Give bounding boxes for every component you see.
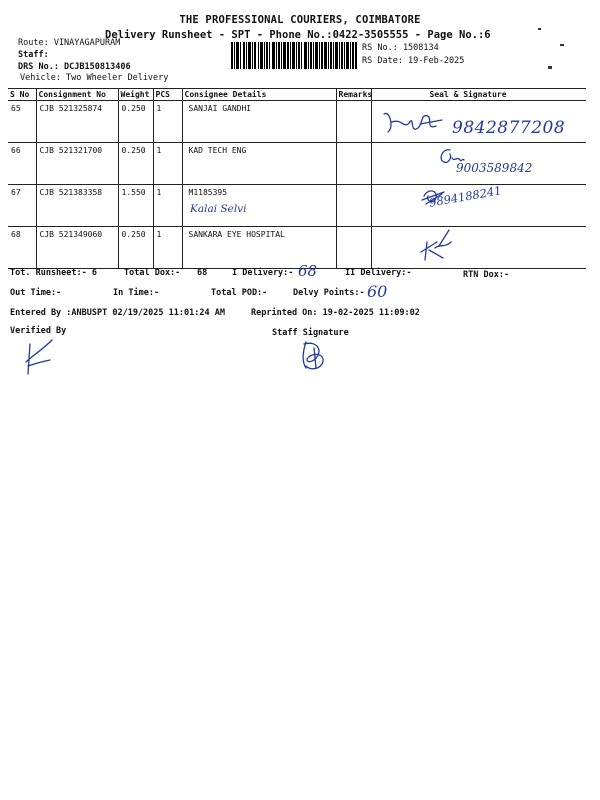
vehicle: Vehicle: Two Wheeler Delivery [20,73,169,83]
cell-sno: 66 [8,143,36,185]
cell-consignee: M1185395 [182,185,336,227]
total-pod: Total POD:- [211,288,268,298]
cell-pcs: 1 [153,101,182,143]
table-row [8,227,586,269]
drs-number: DRS No.: DCJB150813406 [18,62,131,72]
cell-pcs: 1 [153,143,182,185]
company-title: THE PROFESSIONAL COURIERS, COIMBATORE [179,14,421,26]
handwritten-phone-row-67: 9894188241 [428,183,503,210]
total-runsheet: Tot. Runsheet:- 6 [10,268,97,278]
cell-pcs: 1 [153,227,182,269]
cell-remarks [336,143,371,185]
handwritten-phone-row-66: 9003589842 [456,161,533,175]
cell-remarks [336,185,371,227]
cell-consignee: KAD TECH ENG [182,143,336,185]
col-header-consignment: Consignment No [36,89,118,101]
speck [538,28,541,30]
cell-sno: 65 [8,101,36,143]
total-dox-label: Total Dox:- [124,268,181,278]
cell-weight: 0.250 [118,101,153,143]
entered-by: Entered By :ANBUSPT 02/19/2025 11:01:24 AM [10,308,225,318]
delivery-points-label: Delvy Points:- [293,288,365,298]
verified-by-signature [20,336,56,378]
cell-remarks [336,101,371,143]
out-time: Out Time:- [10,288,62,298]
rs-number: RS No.: 1508134 [362,43,439,53]
staff-signature [296,338,330,372]
runsheet-subtitle: Delivery Runsheet - SPT - Phone No.:0422-3505555 - Page No.:6 [105,29,491,41]
cell-weight: 0.250 [118,227,153,269]
cell-remarks [336,227,371,269]
cell-consignment: CJB 521349060 [36,227,118,269]
runsheet-table [8,88,586,269]
handwritten-consignee-row-67: Kalai Selvi [190,203,247,215]
cell-sno: 68 [8,227,36,269]
col-header-seal-signature: Seal & Signature [371,89,586,101]
staff-signature-label: Staff Signature [272,328,349,338]
signature-row-65 [380,108,450,138]
staff-label: Staff: [18,50,49,60]
cell-consignment: CJB 521321700 [36,143,118,185]
col-header-weight: Weight [118,89,153,101]
table-header-row [8,89,586,101]
col-header-sno: S No [8,89,36,101]
speck [560,44,564,46]
cell-consignment: CJB 521383358 [36,185,118,227]
cell-pcs: 1 [153,185,182,227]
ii-delivery: II Delivery:- [345,268,412,278]
i-delivery-label: I Delivery:- [232,268,294,278]
col-header-remarks: Remarks [336,89,371,101]
speck [548,66,552,69]
delivery-points-handwritten: 60 [367,282,388,301]
signature-row-68 [415,228,455,264]
cell-signature [371,227,586,269]
handwritten-phone-row-65: 9842877208 [452,118,566,138]
cell-consignee: SANJAI GANDHI [182,101,336,143]
cell-weight: 1.550 [118,185,153,227]
i-delivery-handwritten: 68 [298,262,318,280]
col-header-consignee: Consignee Details [182,89,336,101]
reprinted-on: Reprinted On: 19-02-2025 11:09:02 [251,308,420,318]
rtn-dox: RTN Dox:- [463,270,510,280]
cell-consignment: CJB 521325874 [36,101,118,143]
total-dox-value: 68 [197,268,208,278]
col-header-pcs: PCS [153,89,182,101]
cell-weight: 0.250 [118,143,153,185]
cell-sno: 67 [8,185,36,227]
barcode [231,42,357,69]
in-time: In Time:- [113,288,160,298]
rs-date: RS Date: 19-Feb-2025 [362,56,465,66]
cell-consignee: SANKARA EYE HOSPITAL [182,227,336,269]
verified-by-label: Verified By [10,326,67,336]
route: Route: VINAYAGAPURAM [18,38,121,48]
